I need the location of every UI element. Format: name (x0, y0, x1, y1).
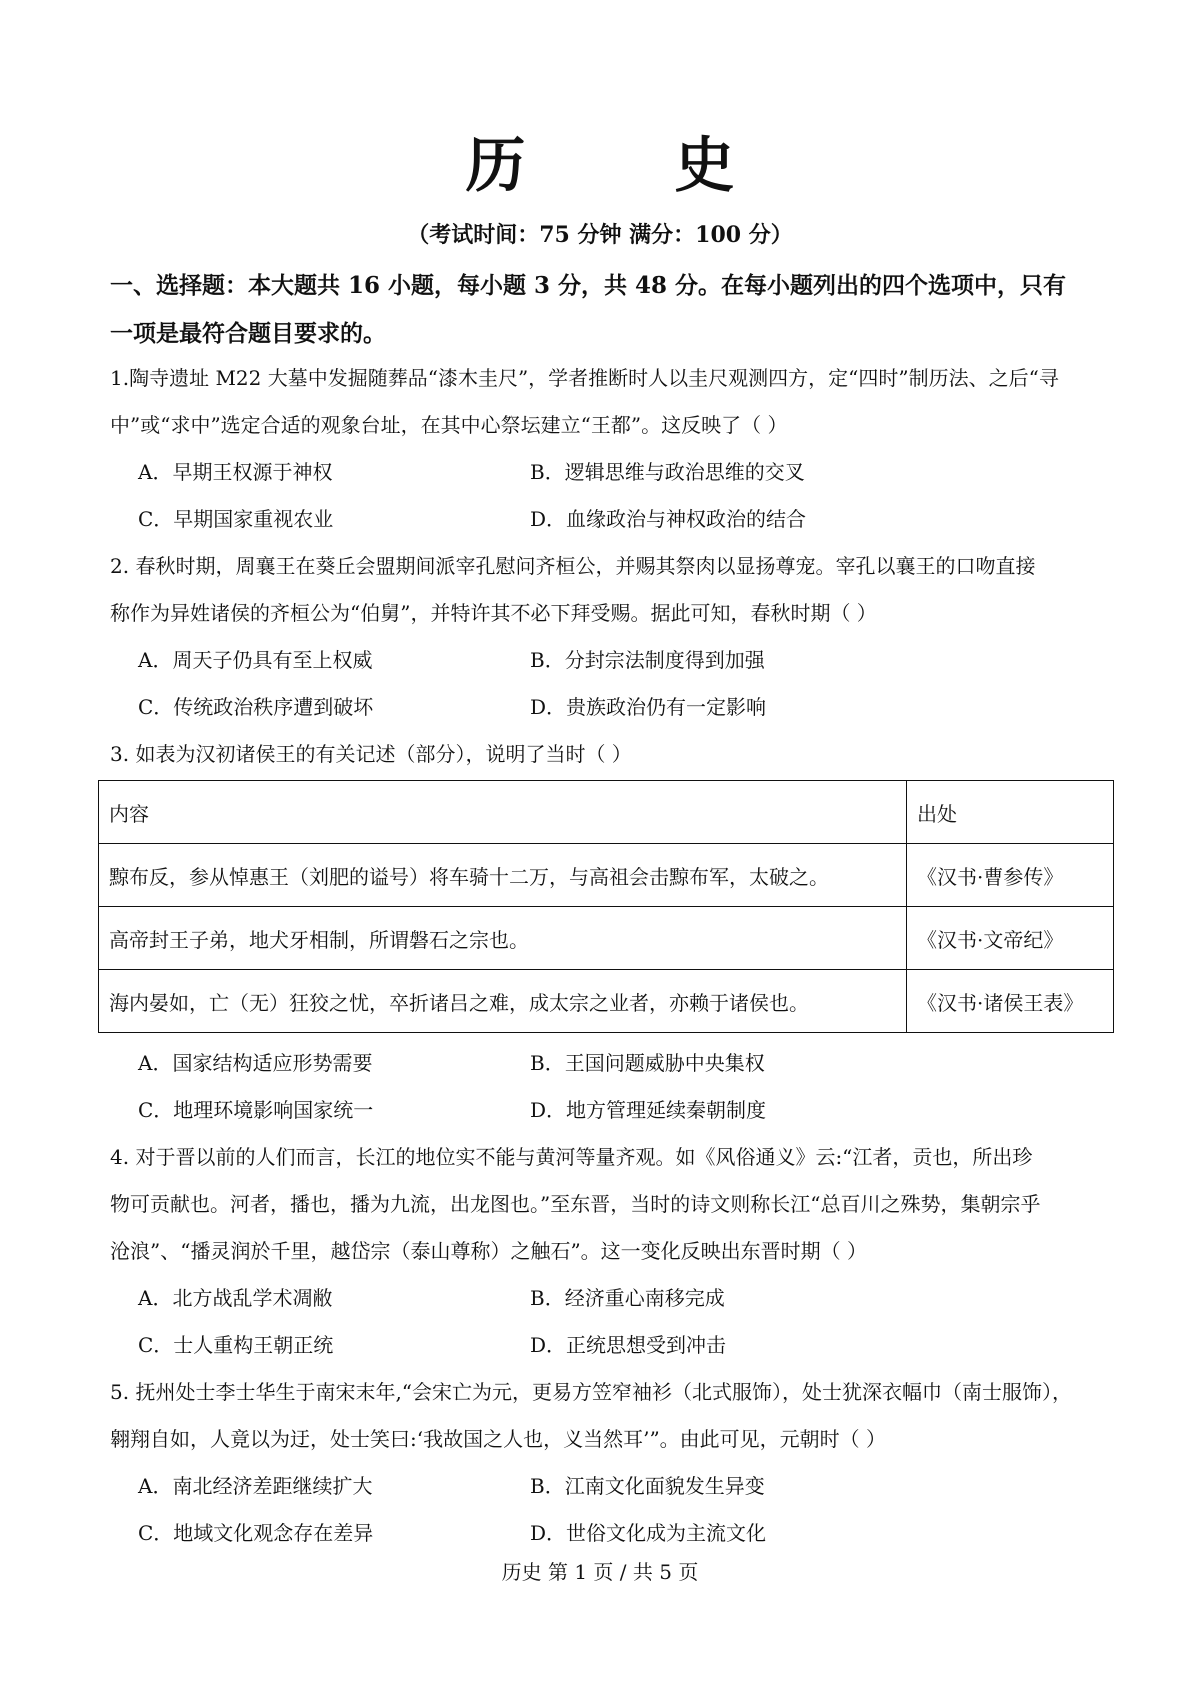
section-heading-line: 一项是最符合题目要求的。 (110, 320, 386, 347)
option-a: A．周天子仍具有至上权威 (138, 648, 373, 672)
table-header-cell: 内容 (99, 781, 907, 844)
question-text-line: 2. 春秋时期，周襄王在葵丘会盟期间派宰孔慰问齐桓公，并赐其祭肉以显扬尊宠。宰孔以襄王的口吻直接 (110, 554, 1036, 578)
page-footer: 历史 第 1 页 / 共 5 页 (501, 1560, 699, 1584)
question-5-stem (110, 1369, 1105, 1463)
table-row (99, 907, 1114, 970)
option-c: C．地理环境影响国家统一 (138, 1098, 374, 1122)
question-4-stem (110, 1134, 1105, 1275)
question-text-line: 中”或“求中”选定合适的观象台址，在其中心祭坛建立“王都”。这反映了（ ） (110, 413, 788, 437)
option-c: C．地域文化观念存在差异 (138, 1521, 374, 1545)
option-c: C．士人重构王朝正统 (138, 1333, 334, 1357)
question-text-line: 称作为异姓诸侯的齐桓公为“伯舅”，并特许其不必下拜受赐。据此可知，春秋时期（ ） (110, 601, 877, 625)
table-header-cell: 出处 (907, 781, 1114, 844)
question-2-stem (110, 543, 1105, 637)
question-text-line: 沧浪”、“播灵润於千里，越岱宗（泰山尊称）之触石”。这一变化反映出东晋时期（ ） (110, 1239, 868, 1263)
section-heading-line: 一、选择题：本大题共 16 小题，每小题 3 分，共 48 分。在每小题列出的四个选项中，只有 (110, 272, 1067, 299)
question-4-options (138, 1275, 1038, 1369)
option-a: A．南北经济差距继续扩大 (138, 1474, 373, 1498)
section-heading (110, 262, 1100, 358)
table-row (99, 844, 1114, 907)
question-3-stem (110, 731, 1105, 778)
option-d: D．正统思想受到冲击 (530, 1333, 727, 1357)
option-a: A．国家结构适应形势需要 (138, 1051, 373, 1075)
question-text-line: 5. 抚州处士李士华生于南宋末年,“会宋亡为元，更易方笠窄袖衫（北式服饰），处士犹深衣幅巾（南士服饰）， (110, 1380, 1073, 1404)
option-a: A．北方战乱学术凋敝 (138, 1286, 333, 1310)
option-d: D．地方管理延续秦朝制度 (530, 1098, 767, 1122)
table-row (99, 970, 1114, 1033)
option-c: C．传统政治秩序遭到破坏 (138, 695, 374, 719)
option-b: B．经济重心南移完成 (530, 1286, 725, 1310)
question-3-options (138, 1040, 1038, 1134)
table-cell: 高帝封王子弟，地犬牙相制，所谓磐石之宗也。 (99, 907, 907, 970)
question-text-line: 翱翔自如，人竟以为迂，处士笑曰:‘我故国之人也，义当然耳’”。由此可见，元朝时（ ） (110, 1427, 887, 1451)
option-b: B．江南文化面貌发生异变 (530, 1474, 765, 1498)
table-cell: 《汉书·曹参传》 (907, 844, 1114, 907)
question-text-line: 4. 对于晋以前的人们而言，长江的地位实不能与黄河等量齐观。如《风俗通义》云:“江者，贡也，所出珍 (110, 1145, 1033, 1169)
question-text-line: 物可贡献也。河者，播也，播为九流，出龙图也。”至东晋，当时的诗文则称长江“总百川之殊势，集朝宗乎 (110, 1192, 1041, 1216)
question-text-line: 3. 如表为汉初诸侯王的有关记述（部分），说明了当时（ ） (110, 742, 632, 766)
page-title: 历 史 (465, 131, 799, 201)
option-d: D．血缘政治与神权政治的结合 (530, 507, 807, 531)
table-header-row (99, 781, 1114, 844)
question-5-options (138, 1463, 1038, 1557)
exam-info: （考试时间：75 分钟 满分：100 分） (407, 222, 793, 248)
option-d: D．贵族政治仍有一定影响 (530, 695, 767, 719)
option-b: B．王国问题威胁中央集权 (530, 1051, 765, 1075)
table-cell: 《汉书·诸侯王表》 (907, 970, 1114, 1033)
source-table (98, 780, 1114, 1033)
question-1-stem (110, 355, 1105, 449)
option-b: B．分封宗法制度得到加强 (530, 648, 765, 672)
question-1-options (138, 449, 1038, 543)
option-c: C．早期国家重视农业 (138, 507, 334, 531)
option-d: D．世俗文化成为主流文化 (530, 1521, 767, 1545)
option-b: B．逻辑思维与政治思维的交叉 (530, 460, 805, 484)
table-cell: 黥布反，参从悼惠王（刘肥的谥号）将车骑十二万，与高祖会击黥布军，太破之。 (99, 844, 907, 907)
question-text-line: 1.陶寺遗址 M22 大墓中发掘随葬品“漆木圭尺”，学者推断时人以圭尺观测四方，定“四时”制历法、之后“寻 (110, 366, 1059, 390)
table-cell: 海内晏如，亡（无）狂狡之忧，卒折诸吕之难，成太宗之业者，亦赖于诸侯也。 (99, 970, 907, 1033)
question-2-options (138, 637, 1038, 731)
option-a: A．早期王权源于神权 (138, 460, 333, 484)
table-cell: 《汉书·文帝纪》 (907, 907, 1114, 970)
